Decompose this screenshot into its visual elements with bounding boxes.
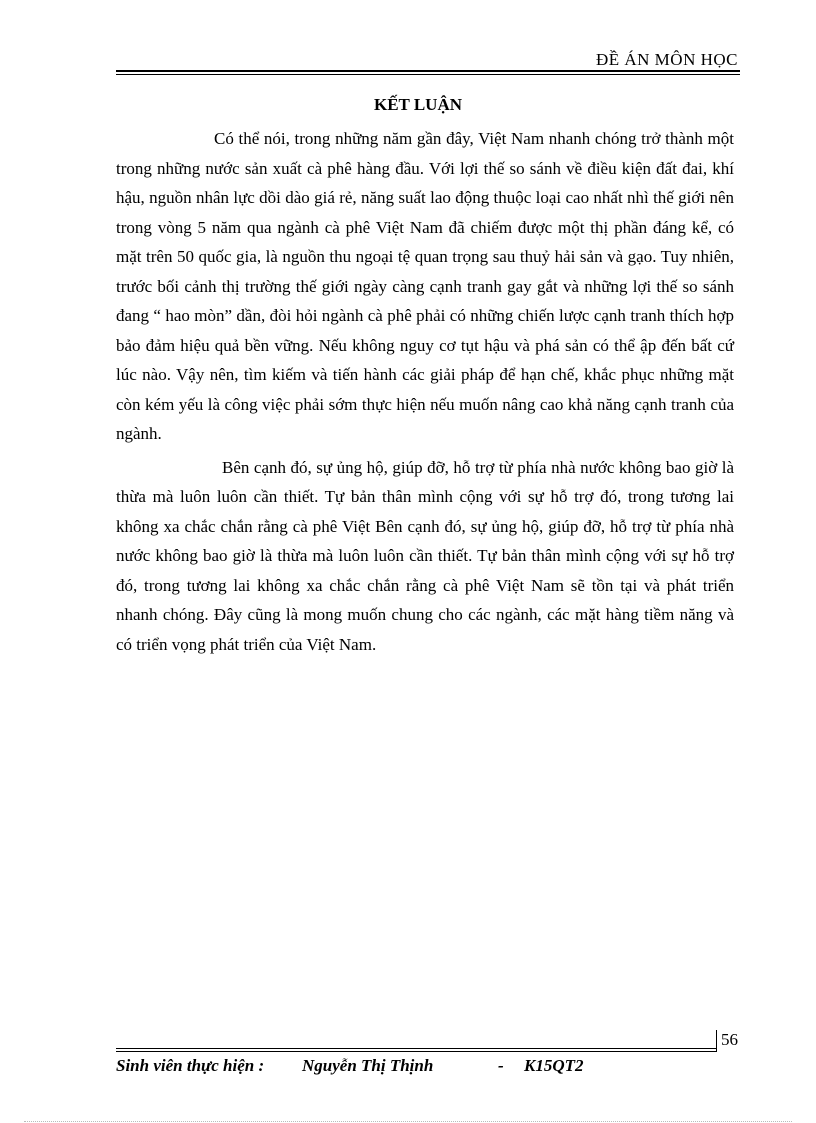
page-number: 56 [721,1030,738,1049]
header-rule [116,70,740,75]
header-title: ĐỀ ÁN MÔN HỌC [595,50,738,69]
page-bottom-dotted-line [24,1121,792,1122]
page-heading: KẾT LUẬN [373,95,462,114]
footer-label: Sinh viên thực hiện : [116,1056,265,1075]
footer-separator: - [498,1056,504,1075]
body-text [116,124,734,663]
paragraph-2: Bên cạnh đó, sự ủng hộ, giúp đỡ, hỗ trợ từ phía nhà nước không bao giờ là thừa mà luôn luôn cần thiết. Tự bản thân mình cộng với sự hỗ trợ đó, trong tương lai không xa chắc chắn rằng cà phê Việt Bên cạnh đó, sự ủng hộ, giúp đỡ, hỗ trợ từ phía nhà nước không bao giờ là thừa mà luôn luôn cần thiết. Tự bản thân mình cộng với sự hỗ trợ đó, trong tương lai không xa chắc chắn rằng cà phê Việt Nam sẽ tồn tại và phát triển nhanh chóng. Đây cũng là mong muốn chung cho các ngành, các mặt hàng tiềm năng và có triển vọng phát triển của Việt Nam. [116,457,734,654]
footer-student-name: Nguyễn Thị Thịnh [302,1056,434,1075]
footer-rule [116,1048,716,1052]
paragraph-1: Có thể nói, trong những năm gần đây, Việt Nam nhanh chóng trở thành một trong những nước sản xuất cà phê hàng đầu. Với lợi thế so sánh về điều kiện đất đai, khí hậu, nguồn nhân lực dồi dào giá rẻ, năng suất lao động thuộc loại cao nhất nhì thế giới nên trong vòng 5 năm qua ngành cà phê Việt Nam đã chiếm được một thị phần đáng kể, có mặt trên 50 quốc gia, là nguồn thu ngoại tệ quan trọng sau thuỷ hải sản và gạo. Tuy nhiên, trước bối cảnh thị trường thế giới ngày càng cạnh tranh gay gắt và những lợi thế so sánh đang “ hao mòn” dần, đòi hỏi ngành cà phê phải có những chiến lược cạnh tranh thích hợp bảo đảm hiệu quả bền vững. Nếu không nguy cơ tụt hậu và phá sản có thể ập đến bất cứ lúc nào. Vậy nên, tìm kiếm và tiến hành các giải pháp để hạn chế, khắc phục những mặt còn kém yếu là công việc phải sớm thực hiện nếu muốn nâng cao khả năng cạnh tranh của ngành. [116,129,734,443]
footer-rule-end [716,1030,717,1052]
footer-class-code: K15QT2 [524,1056,584,1075]
footer-credit [116,1056,584,1076]
